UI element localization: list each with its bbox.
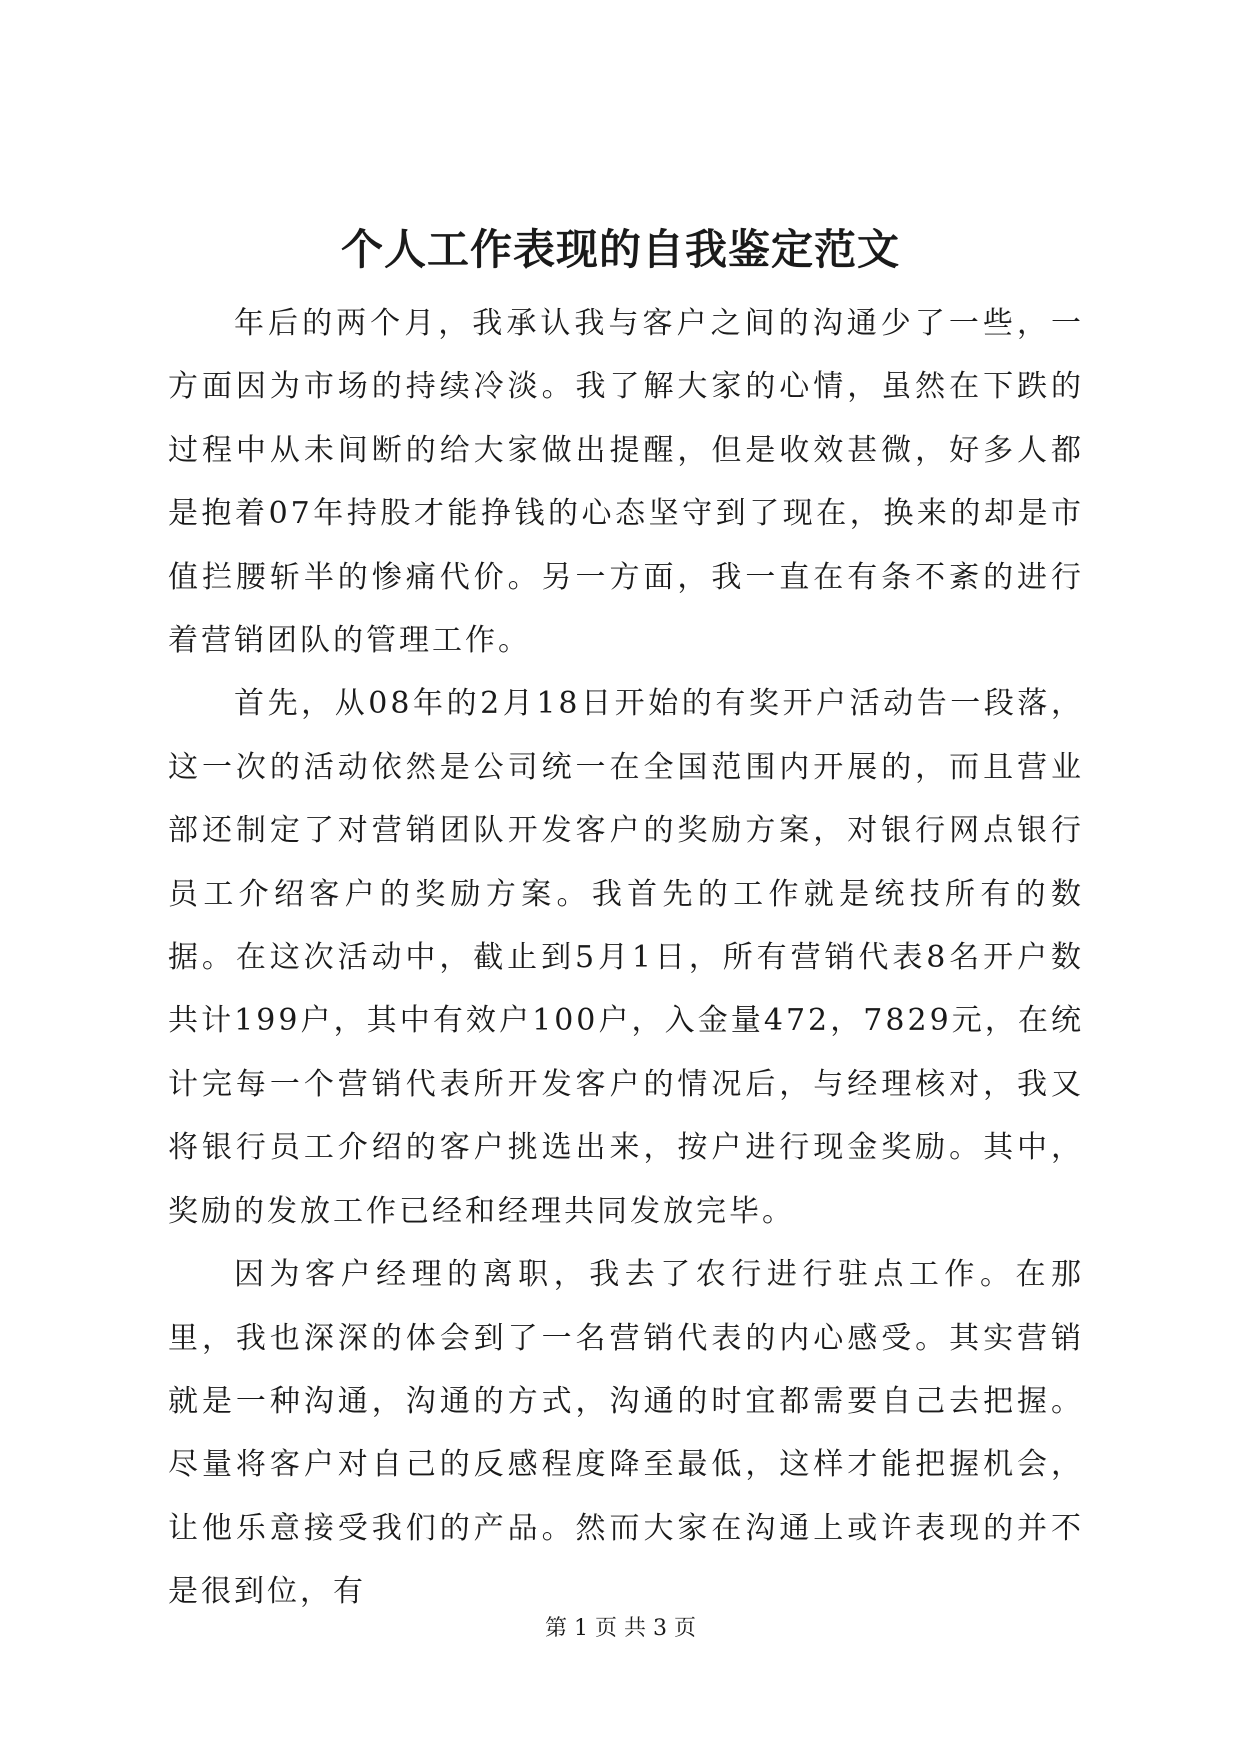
paragraph-2: 首先，从08年的2月18日开始的有奖开户活动告一段落，这一次的活动依然是公司统一在全国范围内开展的，而且营业部还制定了对营销团队开发客户的奖励方案，对银行网点银行员工介绍客户的奖励方案。我首先的工作就是统技所有的数据。在这次活动中，截止到5月1日，所有营销代表8名开户数共计199户，其中有效户100户，入金量472，7829元，在统计完每一个营销代表所开发客户的情况后，与经理核对，我又将银行员工介绍的客户挑选出来，按户进行现金奖励。其中，奖励的发放工作已经和经理共同发放完毕。 [168, 686, 1084, 1229]
paragraph-3: 因为客户经理的离职，我去了农行进行驻点工作。在那里，我也深深的体会到了一名营销代表的内心感受。其实营销就是一种沟通，沟通的方式，沟通的时宜都需要自己去把握。尽量将客户对自己的反感程度降至最低，这样才能把握机会，让他乐意接受我们的产品。然而大家在沟通上或许表现的并不是很到位，有 [168, 1257, 1084, 1610]
page-footer: 第 1 页 共 3 页 [545, 1616, 696, 1641]
document-title: 个人工作表现的自我鉴定范文 [340, 225, 900, 274]
paragraph-1: 年后的两个月，我承认我与客户之间的沟通少了一些，一方面因为市场的持续冷淡。我了解大家的心情，虽然在下跌的过程中从未间断的给大家做出提醒，但是收效甚微，好多人都是抱着07年持股才能挣钱的心态坚守到了现在，换来的却是市值拦腰斩半的惨痛代价。另一方面，我一直在有条不紊的进行着营销团队的管理工作。 [168, 306, 1084, 659]
document-body [168, 292, 1084, 1624]
